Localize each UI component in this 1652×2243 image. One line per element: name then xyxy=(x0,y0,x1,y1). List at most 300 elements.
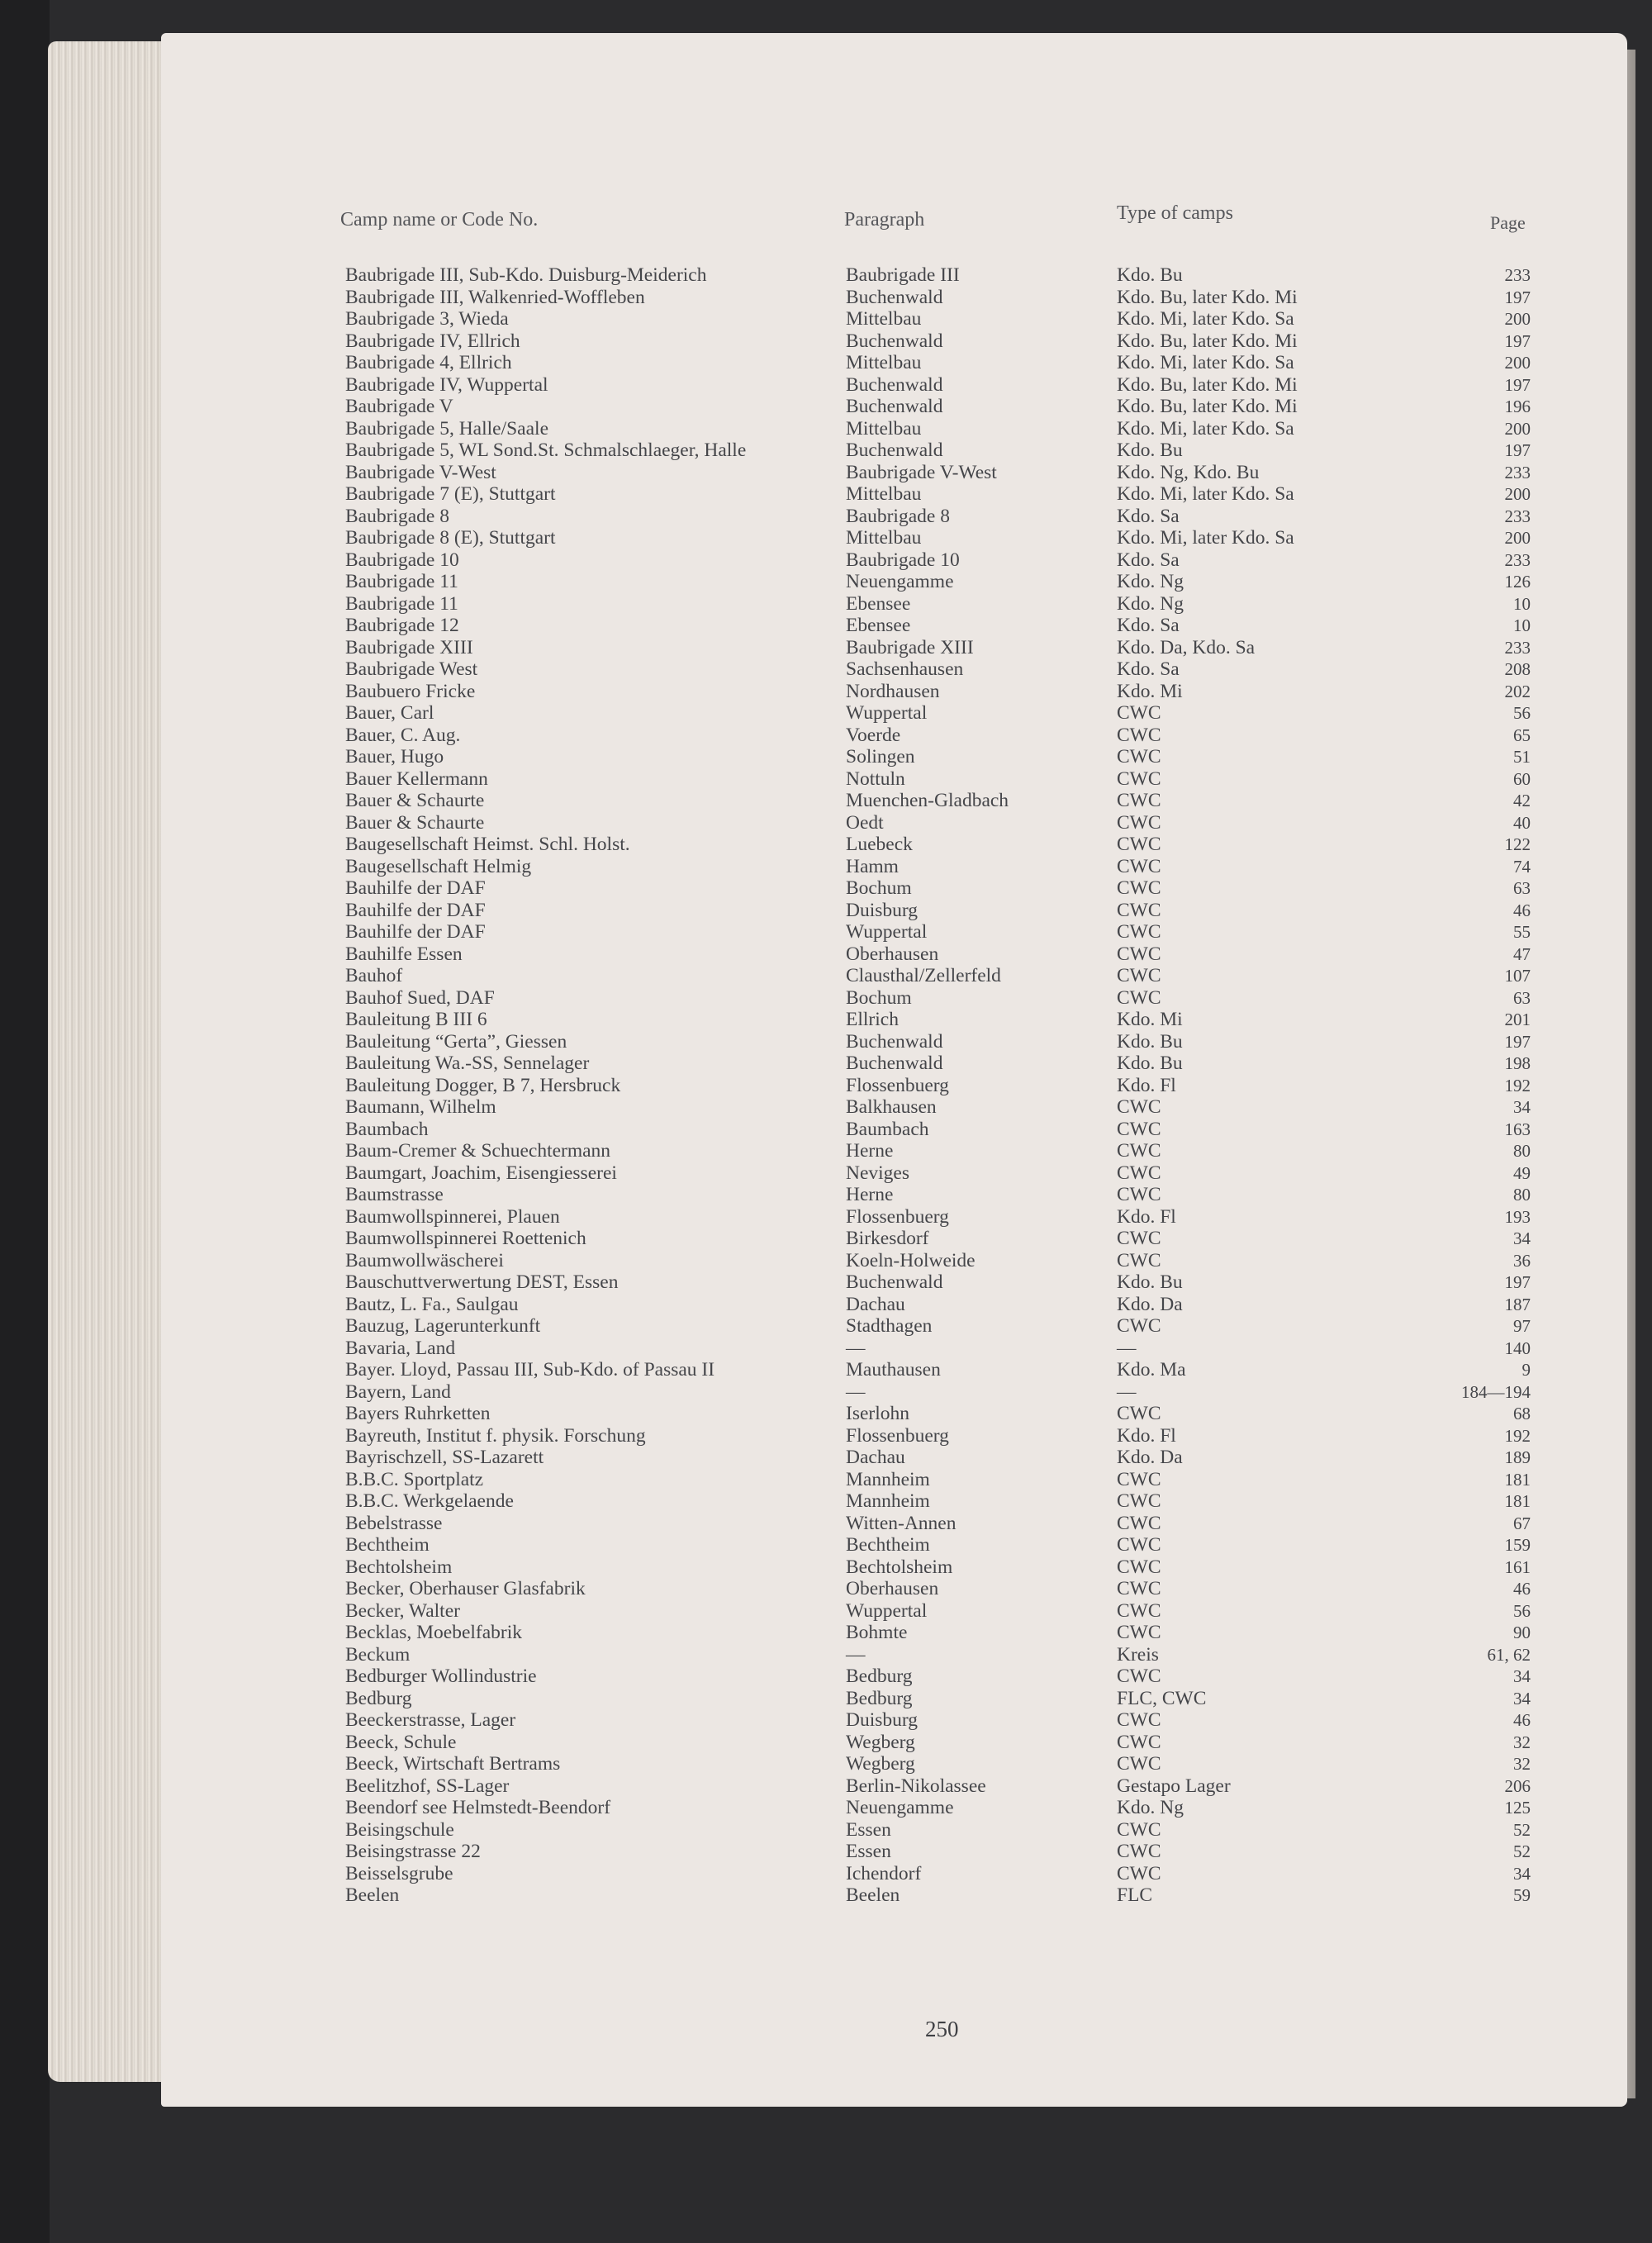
camp-type-cell: CWC xyxy=(1117,746,1161,767)
table-row xyxy=(0,1228,1652,1250)
camp-type-cell: Kreis xyxy=(1117,1643,1159,1666)
camp-name-cell: Bauhilfe der DAF xyxy=(345,877,486,899)
table-row xyxy=(0,1732,1652,1754)
camp-name-cell: Bedburger Wollindustrie xyxy=(345,1666,537,1687)
table-row xyxy=(0,1644,1652,1666)
paragraph-cell: Dachau xyxy=(846,1447,905,1468)
camp-type-cell: CWC xyxy=(1117,1666,1161,1687)
camp-name-cell: Bauhilfe der DAF xyxy=(345,921,486,943)
table-row xyxy=(0,790,1652,812)
camp-name-cell: Baubrigade West xyxy=(345,658,478,680)
camp-type-cell: Kdo. Ng xyxy=(1117,1797,1184,1818)
paragraph-cell: Neviges xyxy=(846,1162,910,1184)
page-ref-cell: 9 xyxy=(1521,1360,1531,1380)
page-ref-cell: 233 xyxy=(1504,549,1531,570)
table-row xyxy=(0,900,1652,922)
page-ref-cell: 49 xyxy=(1513,1162,1531,1183)
page-ref-cell: 197 xyxy=(1504,330,1531,351)
table-row xyxy=(0,615,1652,637)
camp-type-cell: CWC xyxy=(1117,1862,1161,1884)
page-ref-cell: 161 xyxy=(1504,1556,1531,1577)
table-row xyxy=(0,1447,1652,1469)
paragraph-cell: Bohmte xyxy=(846,1622,908,1643)
camp-type-cell: Kdo. Mi, later Kdo. Sa xyxy=(1117,417,1294,440)
paragraph-cell: Buchenwald xyxy=(846,1030,943,1053)
page-ref-cell: 55 xyxy=(1513,922,1531,942)
table-row xyxy=(0,1381,1652,1404)
table-row xyxy=(0,1775,1652,1798)
header-paragraph: Paragraph xyxy=(844,209,925,230)
camp-name-cell: B.B.C. Werkgelaende xyxy=(345,1490,514,1512)
page-ref-cell: 198 xyxy=(1504,1053,1531,1073)
camp-type-cell: Kdo. Da, Kdo. Sa xyxy=(1117,636,1256,658)
camp-name-cell: Baubrigade 11 xyxy=(345,571,458,592)
paragraph-cell: Birkesdorf xyxy=(846,1228,929,1249)
paragraph-cell: Stadthagen xyxy=(846,1315,933,1337)
table-row xyxy=(0,571,1652,593)
camp-name-cell: Bauleitung Dogger, B 7, Hersbruck xyxy=(345,1074,621,1096)
camp-type-cell: — xyxy=(1117,1380,1137,1403)
table-row xyxy=(0,725,1652,747)
camp-type-cell: Kdo. Ng xyxy=(1117,592,1184,615)
paragraph-cell: Bedburg xyxy=(846,1687,913,1709)
camp-name-cell: Baumgart, Joachim, Eisengiesserei xyxy=(345,1162,617,1184)
camp-name-cell: Beelitzhof, SS-Lager xyxy=(345,1775,510,1797)
table-row xyxy=(0,1271,1652,1294)
page-ref-cell: 34 xyxy=(1513,1863,1531,1884)
camp-name-cell: Baubrigade V-West xyxy=(345,461,496,483)
camp-name-cell: Bayreuth, Institut f. physik. Forschung xyxy=(345,1424,646,1447)
page-ref-cell: 197 xyxy=(1504,1031,1531,1052)
table-row xyxy=(0,418,1652,440)
camp-name-cell: Baubrigade V xyxy=(345,396,453,417)
camp-name-cell: Bauer Kellermann xyxy=(345,767,488,790)
paragraph-cell: Nordhausen xyxy=(846,680,940,702)
camp-type-cell: CWC xyxy=(1117,724,1161,746)
camp-name-cell: Becker, Oberhauser Glasfabrik xyxy=(345,1578,586,1599)
camp-type-cell: Kdo. Bu, later Kdo. Mi xyxy=(1117,286,1298,308)
table-row xyxy=(0,1556,1652,1579)
page-ref-cell: 36 xyxy=(1513,1250,1531,1271)
camp-name-cell: Baubrigade 12 xyxy=(345,615,459,636)
camp-type-cell: Kdo. Mi, later Kdo. Sa xyxy=(1117,527,1294,549)
camp-name-cell: Bauhof Sued, DAF xyxy=(345,986,495,1009)
paragraph-cell: Luebeck xyxy=(846,834,913,855)
camp-name-cell: Beckum xyxy=(345,1643,411,1666)
camp-name-cell: Baubrigade 5, Halle/Saale xyxy=(345,417,549,440)
camp-type-cell: CWC xyxy=(1117,1556,1161,1578)
camp-type-cell: Kdo. Sa xyxy=(1117,658,1180,680)
page-ref-cell: 68 xyxy=(1513,1404,1531,1423)
page-ref-cell: 61, 62 xyxy=(1487,1644,1531,1665)
camp-name-cell: Bechtheim xyxy=(345,1534,430,1556)
page-ref-cell: 65 xyxy=(1513,725,1531,745)
camp-name-cell: Bauzug, Lagerunterkunft xyxy=(345,1315,541,1337)
page-ref-cell: 126 xyxy=(1504,572,1531,592)
page-ref-cell: 63 xyxy=(1513,987,1531,1008)
camp-type-cell: Kdo. Bu xyxy=(1117,1271,1183,1293)
table-row xyxy=(0,943,1652,966)
camp-name-cell: Bauhilfe der DAF xyxy=(345,899,486,921)
camp-type-cell: Kdo. Fl xyxy=(1117,1205,1176,1228)
table-row xyxy=(0,965,1652,987)
page-ref-cell: 197 xyxy=(1504,374,1531,395)
page-ref-cell: 201 xyxy=(1504,1010,1531,1029)
paragraph-cell: Mittelbau xyxy=(846,417,922,440)
table-row xyxy=(0,352,1652,374)
camp-name-cell: Baumstrasse xyxy=(345,1184,444,1205)
paragraph-cell: Wuppertal xyxy=(846,702,928,724)
page-ref-cell: 52 xyxy=(1513,1841,1531,1861)
table-row xyxy=(0,1469,1652,1491)
table-row xyxy=(0,1753,1652,1775)
paragraph-cell: Berlin-Nikolassee xyxy=(846,1775,986,1797)
camp-type-cell: Gestapo Lager xyxy=(1117,1775,1231,1797)
page-ref-cell: 189 xyxy=(1504,1447,1531,1467)
camp-type-cell: CWC xyxy=(1117,1709,1161,1731)
table-row xyxy=(0,462,1652,484)
camp-name-cell: Baugesellschaft Heimst. Schl. Holst. xyxy=(345,834,630,855)
paragraph-cell: Sachsenhausen xyxy=(846,658,964,680)
paragraph-cell: Flossenbuerg xyxy=(846,1205,949,1228)
page-ref-cell: 10 xyxy=(1513,593,1531,614)
camp-type-cell: Kdo. Mi xyxy=(1117,1009,1183,1030)
table-row xyxy=(0,1425,1652,1447)
camp-type-cell: CWC xyxy=(1117,1096,1161,1118)
camp-type-cell: CWC xyxy=(1117,965,1161,986)
page-ref-cell: 233 xyxy=(1504,265,1531,285)
table-row xyxy=(0,1206,1652,1228)
table-row xyxy=(0,1096,1652,1119)
camp-name-cell: Bayern, Land xyxy=(345,1380,451,1403)
paragraph-cell: Ebensee xyxy=(846,592,911,615)
page-ref-cell: 10 xyxy=(1513,615,1531,635)
camp-name-cell: Bautz, L. Fa., Saulgau xyxy=(345,1293,519,1315)
table-row xyxy=(0,374,1652,397)
paragraph-cell: Iserlohn xyxy=(846,1403,910,1424)
page-ref-cell: 197 xyxy=(1504,1272,1531,1292)
camp-name-cell: Beisingschule xyxy=(345,1818,454,1841)
paragraph-cell: Neuengamme xyxy=(846,1797,954,1818)
camp-name-cell: Bebelstrasse xyxy=(345,1512,443,1534)
table-row xyxy=(0,746,1652,768)
camp-type-cell: CWC xyxy=(1117,811,1161,834)
camp-name-cell: Bauer & Schaurte xyxy=(345,790,485,811)
page-ref-cell: 200 xyxy=(1504,418,1531,439)
camp-name-cell: Baumbach xyxy=(345,1118,429,1140)
paragraph-cell: Herne xyxy=(846,1140,894,1162)
page-ref-cell: 107 xyxy=(1504,966,1531,986)
table-row xyxy=(0,440,1652,462)
camp-name-cell: Bauer & Schaurte xyxy=(345,811,485,834)
camp-type-cell: Kdo. Mi, later Kdo. Sa xyxy=(1117,308,1294,330)
camp-type-cell: FLC, CWC xyxy=(1117,1687,1207,1709)
table-row xyxy=(0,877,1652,900)
camp-type-cell: CWC xyxy=(1117,855,1161,877)
camp-name-cell: Bauer, Hugo xyxy=(345,746,444,767)
camp-type-cell: CWC xyxy=(1117,921,1161,943)
camp-type-cell: Kdo. Sa xyxy=(1117,549,1180,571)
camp-type-cell: CWC xyxy=(1117,877,1161,899)
table-row xyxy=(0,768,1652,791)
camp-name-cell: Baubrigade 3, Wieda xyxy=(345,308,509,330)
paragraph-cell: Essen xyxy=(846,1818,891,1841)
page-ref-cell: 32 xyxy=(1513,1732,1531,1752)
page-ref-cell: 122 xyxy=(1504,834,1531,854)
header-type-of-camps: Type of camps xyxy=(1117,202,1233,224)
table-row xyxy=(0,1688,1652,1710)
camp-name-cell: Beisingstrasse 22 xyxy=(345,1841,481,1862)
camp-name-cell: Bavaria, Land xyxy=(345,1337,456,1359)
page-ref-cell: 34 xyxy=(1513,1688,1531,1708)
page-ref-cell: 233 xyxy=(1504,462,1531,482)
camp-name-cell: Bauleitung Wa.-SS, Sennelager xyxy=(345,1053,590,1074)
camp-name-cell: Beeck, Wirtschaft Bertrams xyxy=(345,1753,561,1775)
page-ref-cell: 34 xyxy=(1513,1666,1531,1686)
camp-type-cell: CWC xyxy=(1117,899,1161,921)
camp-type-cell: Kdo. Bu xyxy=(1117,440,1183,461)
camp-name-cell: Beeck, Schule xyxy=(345,1731,457,1753)
table-row xyxy=(0,527,1652,549)
table-row xyxy=(0,1140,1652,1162)
camp-name-cell: Baubrigade 11 xyxy=(345,592,458,615)
camp-type-cell: CWC xyxy=(1117,1841,1161,1862)
page-ref-cell: 208 xyxy=(1504,659,1531,679)
camp-name-cell: Becker, Walter xyxy=(345,1599,460,1622)
paragraph-cell: Koeln-Holweide xyxy=(846,1249,976,1271)
camp-name-cell: Bayers Ruhrketten xyxy=(345,1403,491,1424)
table-row xyxy=(0,1578,1652,1600)
table-row xyxy=(0,1031,1652,1053)
camp-type-cell: — xyxy=(1117,1337,1137,1359)
table-row xyxy=(0,506,1652,528)
table-row xyxy=(0,1884,1652,1907)
camp-type-cell: Kdo. Fl xyxy=(1117,1074,1176,1096)
camp-name-cell: Baubrigade IV, Wuppertal xyxy=(345,373,548,396)
camp-type-cell: CWC xyxy=(1117,767,1161,790)
camp-type-cell: Kdo. Bu, later Kdo. Mi xyxy=(1117,373,1298,396)
camp-name-cell: B.B.C. Sportplatz xyxy=(345,1468,484,1490)
camp-name-cell: Bauschuttverwertung DEST, Essen xyxy=(345,1271,619,1293)
page-ref-cell: 197 xyxy=(1504,440,1531,460)
paragraph-cell: Baubrigade III xyxy=(846,264,960,286)
table-row xyxy=(0,330,1652,353)
camp-name-cell: Bauhilfe Essen xyxy=(345,943,463,965)
table-row xyxy=(0,1403,1652,1425)
camp-type-cell: CWC xyxy=(1117,1578,1161,1599)
paragraph-cell: Voerde xyxy=(846,724,901,746)
page-ref-cell: 74 xyxy=(1513,856,1531,877)
table-row xyxy=(0,396,1652,418)
paragraph-cell: Oberhausen xyxy=(846,1578,939,1599)
camp-type-cell: CWC xyxy=(1117,1490,1161,1512)
table-row xyxy=(0,1053,1652,1075)
page-ref-cell: 63 xyxy=(1513,878,1531,898)
paragraph-cell: Beelen xyxy=(846,1884,900,1906)
camp-name-cell: Beeckerstrasse, Lager xyxy=(345,1709,516,1731)
page-ref-cell: 90 xyxy=(1513,1623,1531,1642)
table-row xyxy=(0,1600,1652,1623)
table-row xyxy=(0,1294,1652,1316)
camp-name-cell: Beisselsgrube xyxy=(345,1862,453,1884)
paragraph-cell: Duisburg xyxy=(846,1709,919,1731)
camp-type-cell: Kdo. Bu, later Kdo. Mi xyxy=(1117,330,1298,352)
paragraph-cell: Wegberg xyxy=(846,1731,915,1753)
paragraph-cell: Mittelbau xyxy=(846,308,922,330)
camp-name-cell: Bayer. Lloyd, Passau III, Sub-Kdo. of Passau II xyxy=(345,1359,715,1380)
table-row xyxy=(0,1534,1652,1556)
paragraph-cell: Flossenbuerg xyxy=(846,1074,949,1096)
table-row xyxy=(0,1863,1652,1885)
camp-type-cell: Kdo. Ng, Kdo. Bu xyxy=(1117,461,1260,483)
table-row xyxy=(0,1184,1652,1206)
camp-type-cell: CWC xyxy=(1117,790,1161,811)
paragraph-cell: Baubrigade V-West xyxy=(846,461,997,483)
camp-type-cell: CWC xyxy=(1117,1534,1161,1556)
page-number: 250 xyxy=(925,2017,959,2041)
paragraph-cell: Buchenwald xyxy=(846,1053,943,1074)
camp-type-cell: CWC xyxy=(1117,1228,1161,1249)
page-ref-cell: 206 xyxy=(1504,1775,1531,1796)
table-row xyxy=(0,1315,1652,1338)
camp-type-cell: Kdo. Mi, later Kdo. Sa xyxy=(1117,352,1294,373)
camp-type-cell: CWC xyxy=(1117,834,1161,855)
paragraph-cell: Solingen xyxy=(846,746,915,767)
camp-name-cell: Baubrigade 7 (E), Stuttgart xyxy=(345,483,556,505)
paragraph-cell: Buchenwald xyxy=(846,1271,943,1293)
page-ref-cell: 56 xyxy=(1513,703,1531,723)
header-camp-name: Camp name or Code No. xyxy=(340,209,539,230)
camp-type-cell: CWC xyxy=(1117,1753,1161,1775)
paragraph-cell: — xyxy=(846,1643,866,1666)
table-row xyxy=(0,593,1652,615)
camp-name-cell: Baubrigade 8 xyxy=(345,505,449,527)
paragraph-cell: Bechtheim xyxy=(846,1534,930,1556)
camp-type-cell: CWC xyxy=(1117,1140,1161,1162)
page-ref-cell: 51 xyxy=(1513,747,1531,767)
camp-type-cell: CWC xyxy=(1117,1512,1161,1534)
page-ref-cell: 193 xyxy=(1504,1206,1531,1227)
camp-type-cell: CWC xyxy=(1117,702,1161,724)
page-ref-cell: 233 xyxy=(1504,506,1531,526)
camp-type-cell: CWC xyxy=(1117,1599,1161,1622)
paragraph-cell: Mittelbau xyxy=(846,483,922,505)
paragraph-cell: Wuppertal xyxy=(846,921,928,943)
camp-name-cell: Baubrigade 4, Ellrich xyxy=(345,352,512,373)
camp-type-cell: Kdo. Bu xyxy=(1117,1053,1183,1074)
page-ref-cell: 40 xyxy=(1513,812,1531,833)
table-row xyxy=(0,1513,1652,1535)
header-page: Page xyxy=(1490,212,1526,233)
page-ref-cell: 200 xyxy=(1504,528,1531,548)
page-ref-cell: 163 xyxy=(1504,1119,1531,1139)
camp-type-cell: Kdo. Ng xyxy=(1117,571,1184,592)
page-ref-cell: 202 xyxy=(1504,681,1531,701)
paragraph-cell: Mittelbau xyxy=(846,527,922,549)
paragraph-cell: Witten-Annen xyxy=(846,1512,957,1534)
table-row xyxy=(0,1819,1652,1841)
page-ref-cell: 80 xyxy=(1513,1141,1531,1161)
table-row xyxy=(0,483,1652,506)
camp-name-cell: Bayrischzell, SS-Lazarett xyxy=(345,1447,544,1468)
paragraph-cell: Mannheim xyxy=(846,1468,930,1490)
camp-name-cell: Baubrigade 10 xyxy=(345,549,459,571)
paragraph-cell: Buchenwald xyxy=(846,373,943,396)
page-ref-cell: 200 xyxy=(1504,484,1531,504)
table-row xyxy=(0,1841,1652,1863)
camp-type-cell: Kdo. Da xyxy=(1117,1447,1183,1468)
table-row xyxy=(0,658,1652,681)
table-row xyxy=(0,264,1652,287)
table-row xyxy=(0,921,1652,943)
page-ref-cell: 159 xyxy=(1504,1535,1531,1555)
paragraph-cell: Bochum xyxy=(846,986,912,1009)
page-ref-cell: 97 xyxy=(1513,1316,1531,1336)
page-ref-cell: 67 xyxy=(1513,1513,1531,1533)
page-ref-cell: 184—194 xyxy=(1461,1381,1531,1402)
camp-type-cell: Kdo. Ma xyxy=(1117,1359,1186,1380)
camp-type-cell: CWC xyxy=(1117,1184,1161,1205)
page-ref-cell: 192 xyxy=(1504,1075,1531,1095)
paragraph-cell: Baubrigade XIII xyxy=(846,636,974,658)
table-row xyxy=(0,287,1652,309)
camp-type-cell: CWC xyxy=(1117,1403,1161,1424)
page-ref-cell: 187 xyxy=(1504,1294,1531,1314)
camp-name-cell: Baum-Cremer & Schuechtermann xyxy=(345,1140,611,1162)
table-row xyxy=(0,987,1652,1010)
paragraph-cell: Herne xyxy=(846,1184,894,1205)
page-ref-cell: 200 xyxy=(1504,309,1531,329)
camp-name-cell: Beelen xyxy=(345,1884,400,1906)
page-ref-cell: 80 xyxy=(1513,1185,1531,1205)
camp-name-cell: Beendorf see Helmstedt-Beendorf xyxy=(345,1797,611,1818)
camp-name-cell: Baubuero Fricke xyxy=(345,680,476,702)
camp-type-cell: Kdo. Bu xyxy=(1117,1030,1183,1053)
paragraph-cell: Buchenwald xyxy=(846,286,943,308)
camp-type-cell: Kdo. Mi xyxy=(1117,680,1183,702)
table-row xyxy=(0,681,1652,703)
camp-name-cell: Becklas, Moebelfabrik xyxy=(345,1622,523,1643)
page-ref-cell: 34 xyxy=(1513,1228,1531,1248)
camp-type-cell: CWC xyxy=(1117,943,1161,965)
camp-type-cell: CWC xyxy=(1117,1315,1161,1337)
table-row xyxy=(0,1666,1652,1688)
camp-name-cell: Baumwollwäscherei xyxy=(345,1249,504,1271)
page-ref-cell: 56 xyxy=(1513,1600,1531,1621)
camp-name-cell: Baumwollspinnerei, Plauen xyxy=(345,1205,560,1228)
camp-type-cell: Kdo. Bu xyxy=(1117,264,1183,286)
paragraph-cell: Hamm xyxy=(846,855,899,877)
table-row xyxy=(0,1490,1652,1513)
paragraph-cell: Flossenbuerg xyxy=(846,1424,949,1447)
paragraph-cell: Ichendorf xyxy=(846,1862,922,1884)
camp-name-cell: Baubrigade 8 (E), Stuttgart xyxy=(345,527,556,549)
paragraph-cell: Mauthausen xyxy=(846,1359,941,1380)
paragraph-cell: Mittelbau xyxy=(846,352,922,373)
paragraph-cell: Clausthal/Zellerfeld xyxy=(846,965,1001,986)
page-ref-cell: 42 xyxy=(1513,791,1531,810)
table-row xyxy=(0,1075,1652,1097)
page-ref-cell: 59 xyxy=(1513,1885,1531,1905)
paragraph-cell: Ebensee xyxy=(846,615,911,636)
camp-type-cell: Kdo. Sa xyxy=(1117,615,1180,636)
table-row xyxy=(0,702,1652,725)
camp-type-cell: FLC xyxy=(1117,1884,1153,1906)
page-ref-cell: 47 xyxy=(1513,943,1531,964)
camp-type-cell: CWC xyxy=(1117,1468,1161,1490)
page-ref-cell: 32 xyxy=(1513,1754,1531,1774)
paragraph-cell: Ellrich xyxy=(846,1009,899,1030)
